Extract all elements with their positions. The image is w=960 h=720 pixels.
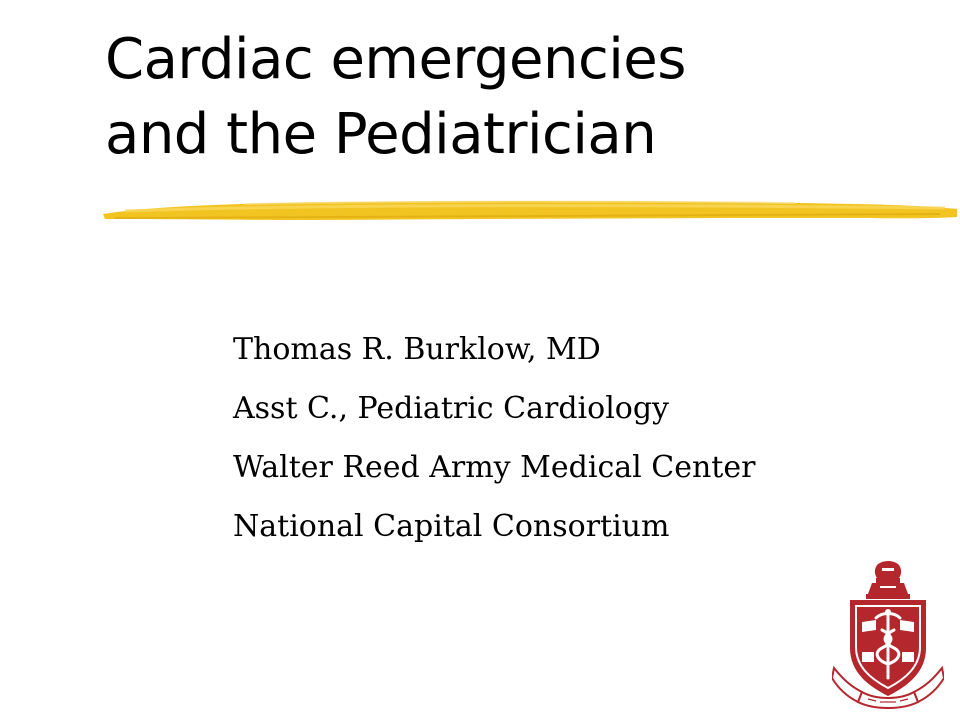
title-line-1: Cardiac emergencies (105, 27, 686, 92)
author-consortium: National Capital Consortium (233, 509, 670, 544)
title-line-2: and the Pediatrician (105, 102, 657, 167)
slide-title (105, 22, 925, 172)
author-institution: Walter Reed Army Medical Center (233, 450, 756, 485)
author-position: Asst C., Pediatric Cardiology (233, 391, 669, 426)
subtitle-block (233, 320, 933, 556)
author-name: Thomas R. Burklow, MD (233, 332, 601, 367)
title-underline-brushstroke (95, 192, 960, 228)
walter-reed-crest-icon (832, 560, 944, 710)
